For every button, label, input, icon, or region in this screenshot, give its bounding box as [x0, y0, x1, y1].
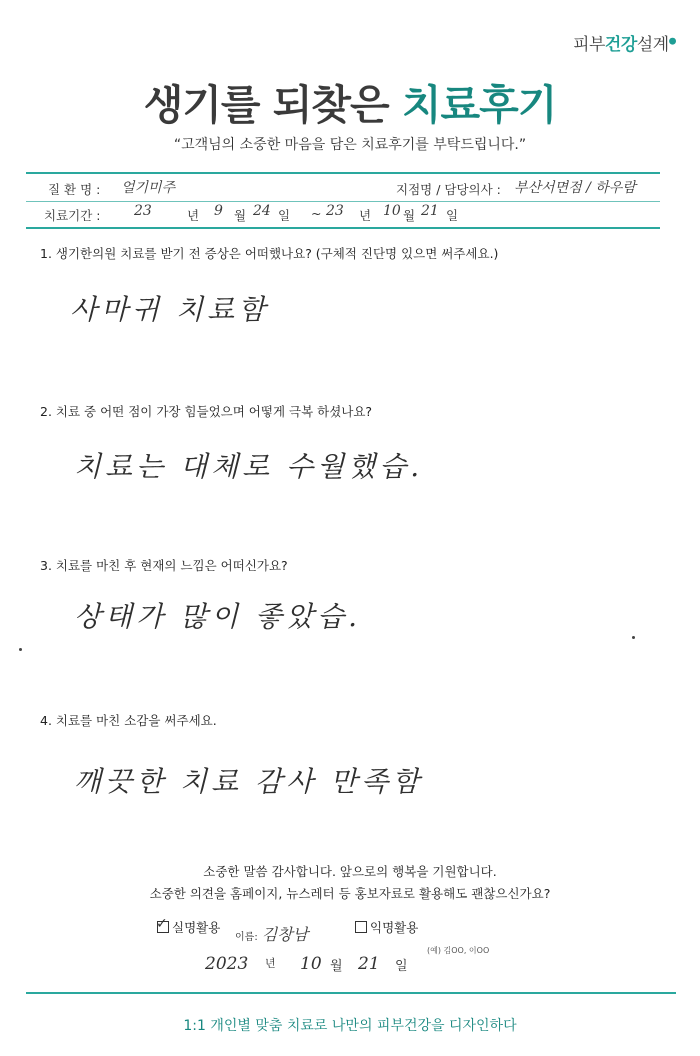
title-accent: 치료후기 [401, 81, 557, 129]
end-month-unit: 월 [403, 208, 416, 223]
real-name-option[interactable] [157, 918, 220, 936]
stray-dot-mark [19, 648, 22, 651]
real-name-checkbox[interactable] [156, 916, 169, 933]
footer-slogan: 1:1 개인별 맞춤 치료로 나만의 피부건강을 디자인하다 [183, 1018, 517, 1034]
page-title [0, 72, 700, 131]
period-label: 치료기간 : [44, 208, 101, 223]
info-row-disease [26, 172, 660, 202]
start-year[interactable]: 23 [134, 203, 152, 219]
end-month[interactable]: 10 [383, 203, 401, 219]
date-year[interactable]: 2023 [205, 954, 249, 974]
closing-consent-question: 소중한 의견을 홈페이지, 뉴스레터 등 홍보자료로 활용해도 괜찮으신가요? [149, 886, 551, 901]
name-value[interactable]: 김창남 [261, 925, 309, 944]
end-day-unit: 일 [446, 208, 459, 223]
period-tilde: ~ [311, 206, 322, 221]
name-example-note: (예) 김OO, 이OO [427, 946, 490, 955]
date-month-unit: 월 [330, 959, 343, 974]
end-year-unit: 년 [359, 208, 372, 223]
start-day-unit: 일 [278, 208, 291, 223]
date-year-unit: 년 [265, 957, 276, 970]
start-year-unit: 년 [187, 208, 200, 223]
brand-mark-icon: ● [668, 36, 676, 47]
brand-suffix: 설계 [636, 35, 669, 55]
end-year[interactable]: 23 [326, 203, 344, 219]
brand-accent: 건강 [604, 35, 637, 55]
footer-divider [26, 992, 676, 994]
brand-prefix: 피부 [573, 35, 605, 55]
answer-3[interactable]: 상태가 많이 좋았습. [74, 600, 362, 633]
date-day[interactable]: 21 [358, 954, 380, 974]
branch-value[interactable]: 부산서면점 / 하우람 [514, 180, 636, 196]
date-day-unit: 일 [395, 959, 408, 974]
branch-label: 지점명 / 담당의사 : [396, 182, 501, 197]
answer-1[interactable]: 사마귀 치료함 [70, 293, 270, 326]
question-4: 4. 치료를 마친 소감을 써주세요. [40, 713, 217, 728]
question-2: 2. 치료 중 어떤 점이 가장 힘들었으며 어떻게 극복 하셨나요? [40, 404, 373, 419]
page-subtitle: “고객님의 소중한 마음을 담은 치료후기를 부탁드립니다.” [173, 137, 527, 153]
start-month-unit: 월 [234, 208, 247, 223]
anon-option[interactable] [355, 918, 418, 936]
answer-4[interactable]: 깨끗한 치료 감사 만족함 [74, 765, 424, 798]
name-field [235, 922, 308, 945]
title-main: 생기를 되찾은 [143, 81, 402, 129]
anon-checkbox[interactable] [355, 921, 367, 933]
disease-label: 질 환 명 : [48, 182, 101, 197]
start-day[interactable]: 24 [253, 203, 271, 219]
info-row-period [26, 200, 660, 229]
end-day[interactable]: 21 [421, 203, 439, 219]
name-label: 이름: [235, 932, 258, 943]
anon-label: 익명활용 [370, 920, 419, 935]
start-month[interactable]: 9 [214, 203, 223, 219]
closing-thanks: 소중한 말씀 감사합니다. 앞으로의 행복을 기원합니다. [203, 864, 497, 879]
date-month[interactable]: 10 [300, 954, 322, 974]
question-3: 3. 치료를 마친 후 현재의 느낌은 어떠신가요? [40, 558, 288, 573]
brand-logo [573, 30, 676, 55]
real-name-label: 실명활용 [172, 920, 221, 935]
answer-2[interactable]: 치료는 대체로 수월했습. [74, 450, 424, 483]
stray-dot-mark [632, 636, 635, 639]
check-mark-icon: ✓ [156, 916, 168, 932]
disease-value[interactable]: 얼기미주 [121, 180, 176, 196]
question-1: 1. 생기한의원 치료를 받기 전 증상은 어떠했나요? (구체적 진단명 있으면 써주세요.) [40, 246, 499, 261]
